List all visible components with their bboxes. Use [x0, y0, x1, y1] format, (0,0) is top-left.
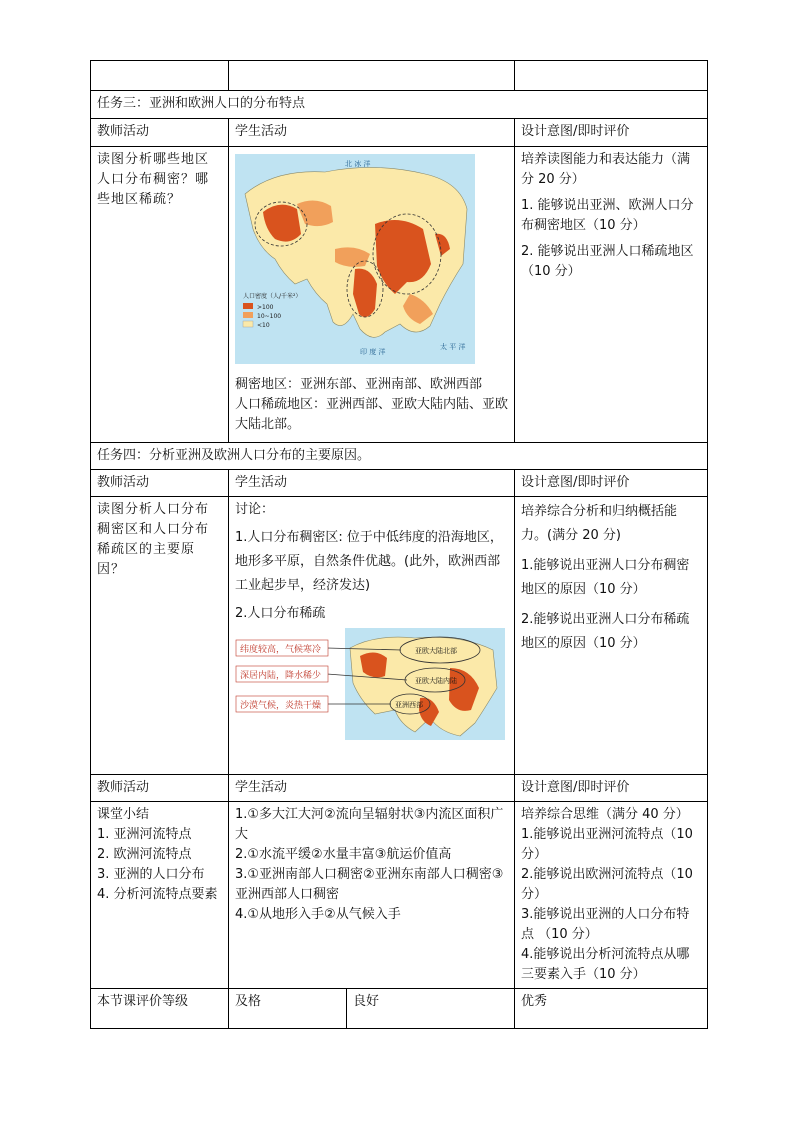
population-map-svg	[235, 154, 475, 364]
region-label-north: 亚欧大陆北部	[415, 647, 457, 655]
summary-design-intent	[515, 802, 708, 989]
task4-design-item: 1.能够说出亚洲人口分布稠密地区的原因（10 分）	[521, 558, 690, 597]
task3-title-row	[91, 91, 708, 119]
header-teacher: 教师活动	[91, 470, 229, 497]
header-student: 学生活动	[229, 119, 515, 147]
task3-design-intent	[515, 147, 708, 443]
task3-content-row	[91, 147, 708, 443]
summary-title: 课堂小结	[97, 807, 150, 822]
empty-row	[91, 61, 708, 91]
evaluation-label: 本节课评价等级	[91, 989, 229, 1029]
task4-sparse-reason: 2.人口分布稀疏	[235, 606, 326, 621]
map-label-north: 北 冰 洋	[345, 160, 371, 168]
header-teacher: 教师活动	[91, 775, 229, 802]
task3-header-row	[91, 119, 708, 147]
region-label-west: 亚洲西部	[395, 701, 423, 709]
summary-header-row	[91, 775, 708, 802]
header-student: 学生活动	[229, 775, 515, 802]
task3-design-title: 培养读图能力和表达能力（满分 20 分）	[521, 152, 691, 187]
map-label-indian: 印 度 洋	[360, 348, 386, 356]
legend-item-low: <10	[257, 322, 270, 329]
empty-cell	[515, 61, 708, 91]
task4-design-title: 培养综合分析和归纳概括能力。(满分 20 分)	[521, 504, 678, 543]
task3-title: 任务三：亚洲和欧洲人口的分布特点	[91, 91, 708, 119]
legend-title: 人口密度（人/千米²）	[243, 293, 302, 300]
header-student: 学生活动	[229, 470, 515, 497]
header-teacher: 教师活动	[91, 119, 229, 147]
summary-teacher-item: 1. 亚洲河流特点	[97, 827, 192, 842]
legend-swatch-mid	[243, 312, 253, 318]
task4-content-row	[91, 497, 708, 775]
evaluation-row	[91, 989, 708, 1029]
callout-cold	[236, 640, 328, 656]
summary-teacher-item: 3. 亚洲的人口分布	[97, 867, 205, 882]
lesson-plan-table	[90, 60, 708, 1029]
callout-desert-text: 沙漠气候，炎热干燥	[240, 701, 322, 711]
evaluation-pass: 及格	[229, 989, 347, 1029]
asia-sparse-reasons-map	[235, 628, 508, 747]
region-label-inland: 亚欧大陆内陆	[415, 677, 457, 685]
callout-inland-text: 深居内陆，降水稀少	[240, 671, 322, 681]
summary-student-item: 2.①水流平缓②水量丰富③航运价值高	[235, 847, 452, 862]
summary-design-title: 培养综合思维（满分 40 分）	[521, 807, 689, 822]
empty-cell	[229, 61, 515, 91]
callout-desert	[236, 696, 328, 712]
legend-item-high: >100	[257, 304, 274, 311]
task4-teacher-activity: 读图分析人口分布稠密区和人口分布稀疏区的主要原因？	[91, 497, 229, 775]
summary-student-activity	[229, 802, 515, 989]
task3-design-item: 1. 能够说出亚洲、欧洲人口分布稠密地区（10 分）	[521, 198, 694, 233]
task4-discussion-label: 讨论：	[235, 502, 275, 517]
reasons-map-svg	[235, 628, 505, 740]
summary-teacher-item: 4. 分析河流特点要素	[97, 887, 218, 902]
summary-content-row	[91, 802, 708, 989]
task4-title: 任务四：分析亚洲及欧洲人口分布的主要原因。	[91, 443, 708, 470]
summary-design-item: 1.能够说出亚洲河流特点（10 分）	[521, 827, 693, 862]
summary-design-item: 3.能够说出亚洲的人口分布特点 （10 分）	[521, 907, 690, 942]
task4-dense-reason: 1.人口分布稠密区: 位于中低纬度的沿海地区，地形多平原，自然条件优越。(此外，欧洲西部工业起步早，经济发达)	[235, 530, 503, 593]
task3-sparse-regions: 人口稀疏地区：亚洲西部、亚欧大陆内陆、亚欧大陆北部。	[235, 397, 509, 432]
task3-design-item: 2. 能够说出亚洲人口稀疏地区（10 分）	[521, 244, 694, 279]
header-design: 设计意图/即时评价	[515, 119, 708, 147]
summary-design-item: 2.能够说出欧洲河流特点（10 分）	[521, 867, 693, 902]
task3-student-activity	[229, 147, 515, 443]
task4-design-intent	[515, 497, 708, 775]
evaluation-excellent: 优秀	[515, 989, 708, 1029]
task3-teacher-activity: 读图分析哪些地区人口分布稠密？哪些地区稀疏？	[91, 147, 229, 443]
empty-cell	[91, 61, 229, 91]
legend-item-mid: 10~100	[257, 313, 282, 320]
task4-design-item: 2.能够说出亚洲人口分布稀疏地区的原因（10 分）	[521, 612, 690, 651]
legend-swatch-high	[243, 303, 253, 309]
task4-student-activity	[229, 497, 515, 775]
task4-header-row	[91, 470, 708, 497]
map-label-pacific: 太 平 洋	[440, 343, 466, 351]
evaluation-good: 良好	[347, 989, 515, 1029]
callout-cold-text: 纬度较高，气候寒冷	[240, 645, 322, 655]
header-design: 设计意图/即时评价	[515, 775, 708, 802]
summary-design-item: 4.能够说出分析河流特点从哪三要素入手（10 分）	[521, 947, 690, 982]
summary-student-item: 4.①从地形入手②从气候入手	[235, 907, 401, 922]
header-design: 设计意图/即时评价	[515, 470, 708, 497]
task3-dense-regions: 稠密地区：亚洲东部、亚洲南部、欧洲西部	[235, 377, 483, 392]
task4-title-row	[91, 443, 708, 470]
summary-teacher-item: 2. 欧洲河流特点	[97, 847, 192, 862]
legend-swatch-low	[243, 321, 253, 327]
summary-student-item: 3.①亚洲南部人口稠密②亚洲东南部人口稠密③亚洲西部人口稠密	[235, 867, 504, 902]
summary-student-item: 1.①多大江大河②流向呈辐射状③内流区面积广大	[235, 807, 504, 842]
summary-teacher-activity	[91, 802, 229, 989]
asia-population-density-map	[235, 154, 508, 371]
callout-inland	[236, 666, 328, 682]
